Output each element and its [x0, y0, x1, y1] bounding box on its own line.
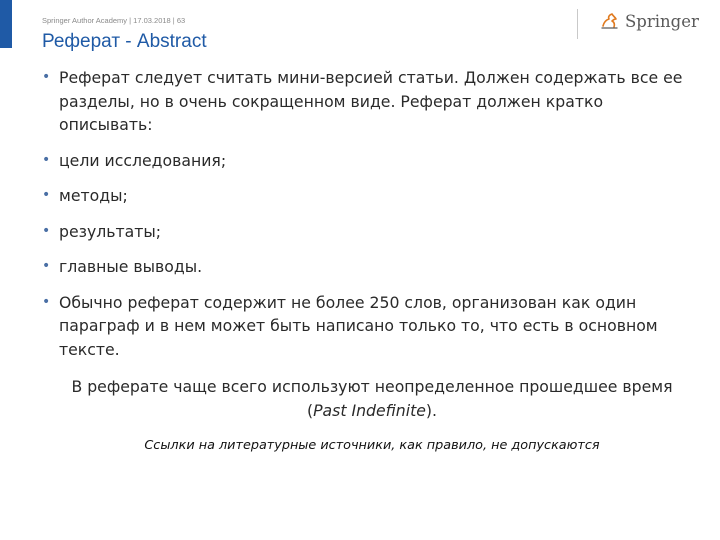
slide-body: [40, 66, 690, 453]
springer-horse-icon: [600, 11, 620, 31]
bullet-text: цели исследования;: [59, 150, 227, 170]
bullet-item: [40, 184, 690, 208]
tense-note-before: В реферате чаще всего используют неопределенное прошедшее время (: [71, 377, 673, 420]
logo-wordmark: Springer: [625, 11, 699, 31]
logo-divider: [577, 9, 578, 39]
references-note: Ссылки на литературные источники, как правило, не допускаются: [144, 438, 600, 453]
bullet-icon: •: [42, 293, 51, 310]
tense-note: [40, 375, 690, 422]
bullet-item: [40, 149, 690, 173]
bullet-text: Реферат следует считать мини-версией статьи. Должен содержать все ее разделы, но в очень сокращенном виде. Реферат должен кратко описывать:: [59, 68, 683, 134]
header-meta: Springer Author Academy | 17.03.2018 | 63: [42, 16, 186, 25]
bullet-icon: •: [42, 222, 51, 239]
bullet-icon: •: [42, 258, 51, 274]
bullet-item: [40, 220, 690, 244]
bullet-text: результаты;: [59, 221, 162, 241]
bullet-item: [40, 255, 690, 279]
bullet-text: главные выводы.: [59, 257, 203, 276]
bullet-item: [40, 291, 690, 362]
springer-logo: [600, 11, 699, 31]
bullet-icon: •: [42, 69, 51, 85]
bullet-icon: •: [42, 187, 51, 203]
bullet-icon: •: [42, 151, 51, 168]
tense-note-after: ).: [425, 400, 438, 420]
slide-title: Реферат - Abstract: [42, 31, 207, 52]
bullet-text: методы;: [59, 186, 128, 205]
bullet-text: Обычно реферат содержит не более 250 слов, организован как один параграф и в нем может быть написано только то, что есть в основном тексте.: [59, 292, 658, 359]
left-accent-bar: [0, 0, 12, 48]
bullet-item: [40, 66, 690, 137]
bullet-list: [40, 66, 690, 361]
tense-note-term: Past Indefinite: [313, 400, 426, 420]
